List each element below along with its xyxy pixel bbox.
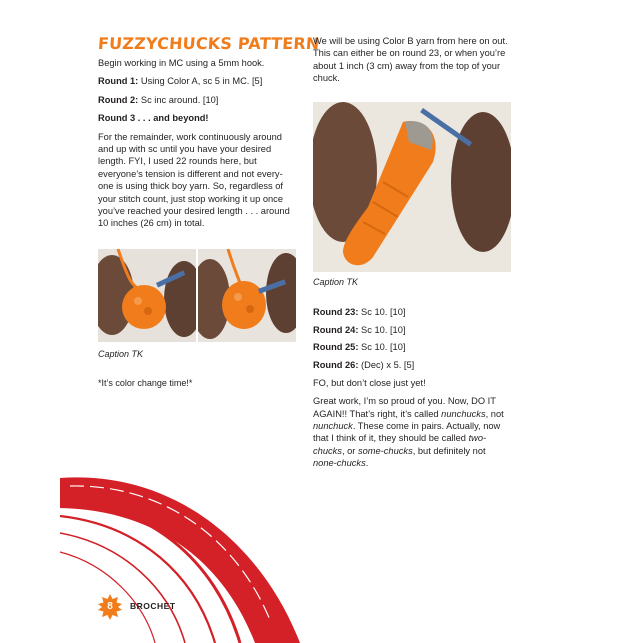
round-26 bbox=[313, 359, 511, 371]
swoosh-main bbox=[60, 477, 300, 643]
color-b-intro: We will be using Color B yarn from here on out. This can either be on round 23, or when you’re about 1 inch (3 cm) away from the top of your chuck. bbox=[313, 36, 508, 84]
closing-em-some-chucks: some-chucks bbox=[357, 445, 413, 456]
instructions-paragraph: For the remainder, work continuously around and up with sc until you have your desired length. FYI, I used 22 rounds here, but everyone’s tension is different and not every-one is using thick boy yarn. So, regardless of your stitch count, just stop working it up once you’ve reached your desired length . . . around 10 inches (26 cm) in total. bbox=[98, 131, 290, 229]
round-26-text: (Dec) x 5. [5] bbox=[358, 360, 415, 371]
round-2-text: Sc inc around. [10] bbox=[138, 94, 219, 105]
closing-text-a: Great work, I’m so proud of you. Now, DO IT AGAIN!! That’s right, it’s called bbox=[313, 396, 496, 419]
closing-em-nunchucks: nunchucks bbox=[441, 408, 486, 419]
closing-text-d: , or bbox=[341, 445, 358, 456]
photo-round-start bbox=[98, 249, 196, 342]
round-23 bbox=[313, 306, 511, 318]
round-3-heading: Round 3 . . . and beyond! bbox=[98, 113, 209, 124]
fo-note: FO, but don’t close just yet! bbox=[313, 377, 426, 388]
round-2-label: Round 2: bbox=[98, 94, 139, 105]
round-24 bbox=[313, 324, 511, 336]
right-column-intro bbox=[313, 35, 511, 91]
photo-caption-left: Caption TK bbox=[98, 349, 144, 359]
intro-text: Begin working in MC using a 5mm hook. bbox=[98, 58, 265, 68]
photo-round-progress bbox=[198, 249, 296, 342]
closing-text-f: . bbox=[365, 458, 369, 469]
closing-text-b: , not bbox=[485, 408, 504, 419]
closing-paragraph bbox=[313, 395, 511, 469]
round-25-text: Sc 10. [10] bbox=[358, 342, 406, 353]
round-24-text: Sc 10. [10] bbox=[358, 324, 406, 335]
page-title: FUZZYCHUCKS PATTERN bbox=[97, 34, 321, 53]
round-1-text: Using Color A, sc 5 in MC. [5] bbox=[138, 76, 263, 87]
closing-text-c: . These come in pairs. Actually, now that I think of it, they should be called bbox=[313, 421, 501, 444]
closing-em-none-chucks: none-chucks bbox=[313, 458, 366, 469]
progress-photos bbox=[98, 249, 296, 342]
round-2 bbox=[98, 94, 298, 106]
round-1-label: Round 1: bbox=[98, 76, 139, 87]
page-number: 8 bbox=[107, 601, 113, 612]
running-footer-section: BROCHET bbox=[130, 601, 176, 611]
photo-chuck-color-change bbox=[313, 102, 511, 272]
closing-em-nunchuck: nunchuck bbox=[313, 421, 353, 432]
photo-caption-right: Caption TK bbox=[313, 277, 359, 287]
round-1 bbox=[98, 75, 298, 87]
round-25-label: Round 25: bbox=[313, 342, 359, 353]
rounds-list bbox=[313, 306, 511, 476]
round-26-label: Round 26: bbox=[313, 360, 359, 371]
closing-em-two-chucks: two-chucks bbox=[313, 433, 487, 456]
color-change-note: *It’s color change time!* bbox=[98, 378, 193, 388]
round-24-label: Round 24: bbox=[313, 324, 359, 335]
round-23-label: Round 23: bbox=[313, 307, 359, 317]
closing-text-e: , but definitely not bbox=[412, 445, 486, 456]
round-23-text: Sc 10. [10] bbox=[358, 307, 406, 317]
round-25 bbox=[313, 341, 511, 353]
left-column bbox=[98, 57, 298, 236]
